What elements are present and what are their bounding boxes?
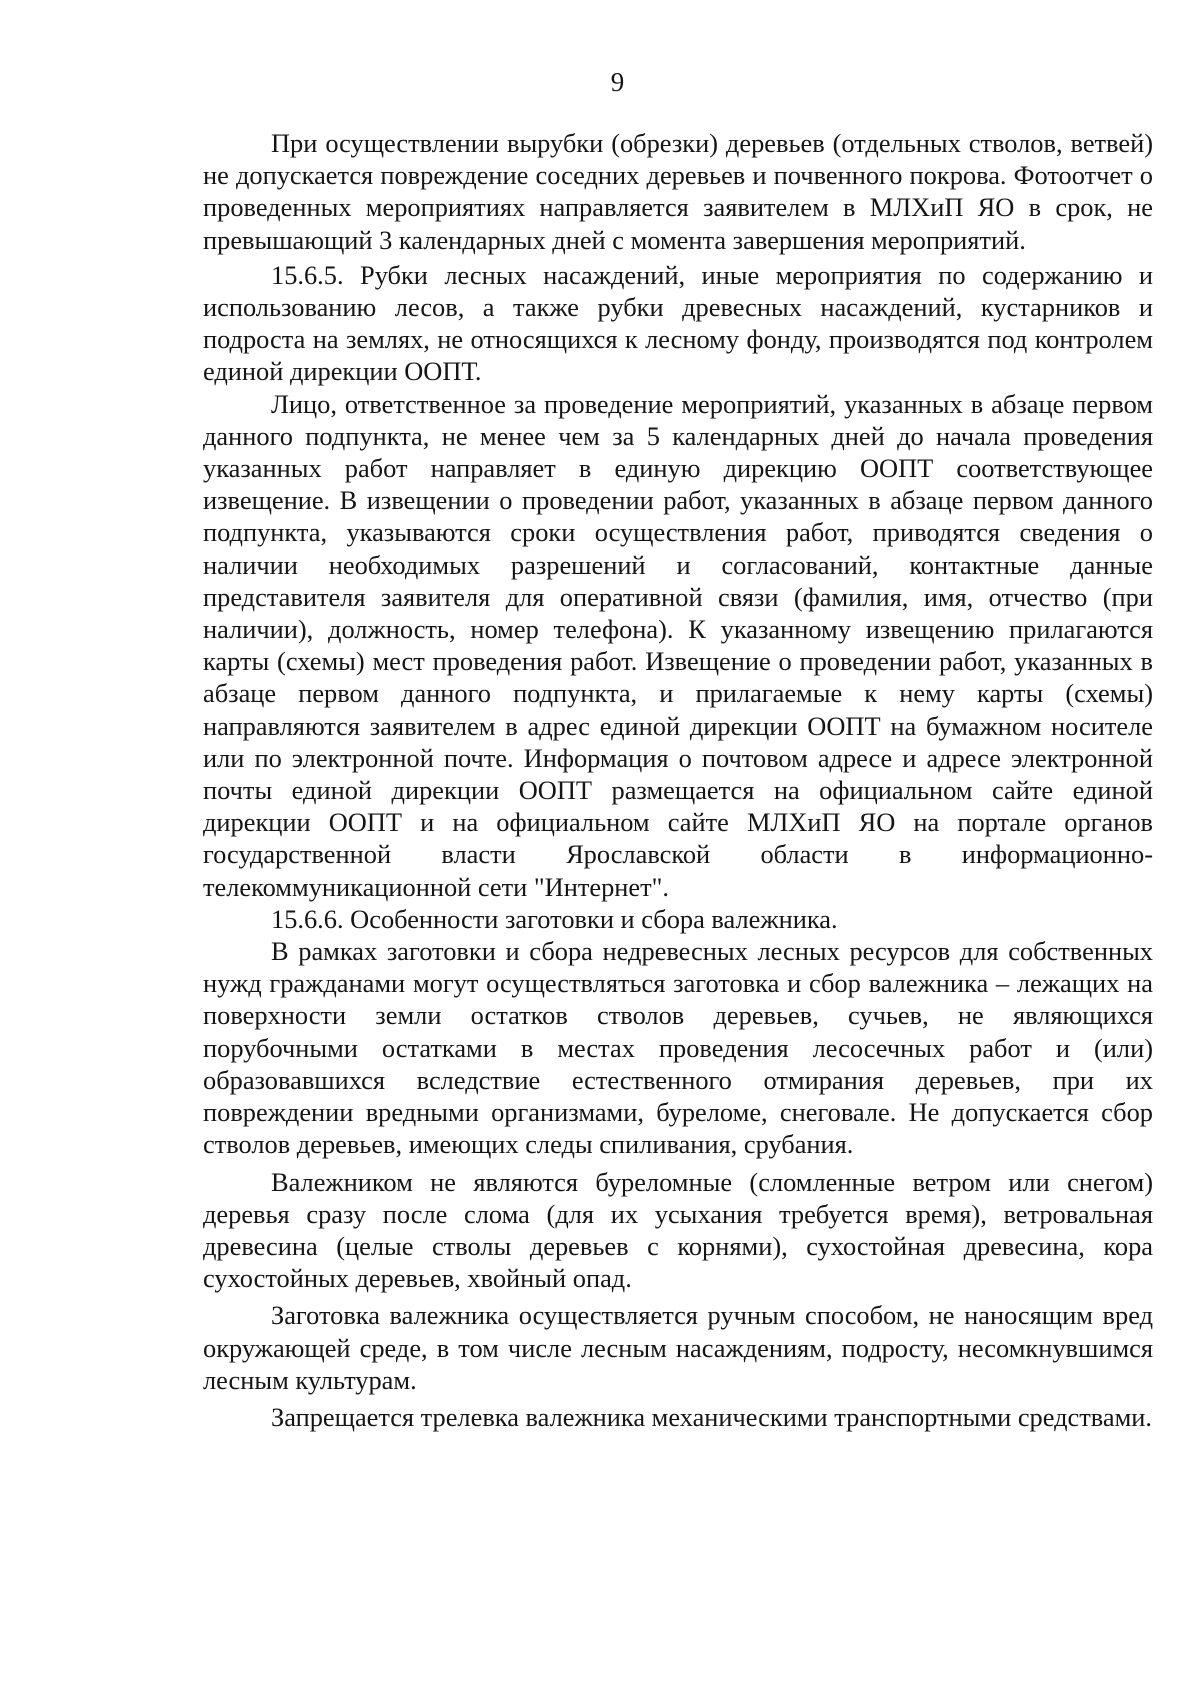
paragraph-skidding-prohibited: Запрещается трелевка валежника механическими транспортными средствами. [271,1401,1153,1432]
paragraph-tree-cutting-photo-report: При осуществлении вырубки (обрезки) деревьев (отдельных стволов, ветвей) не допускается повреждение соседних деревьев и почвенного покрова. Фотоотчет о проведенных мероприятиях направляется заявителем в МЛХиП ЯО в срок, не превышающий 3 календарных дней с момента завершения мероприятий. [203,128,1153,255]
paragraph-not-deadwood: Валежником не являются буреломные (сломленные ветром или снегом) деревья сразу после слома (для их усыхания требуется время), ветровальная древесина (целые стволы деревьев с корнями), сухостойная древесина, кора сухостойных деревьев, хвойный опад. [203,1166,1153,1294]
page-number: 9 [610,67,625,97]
document-body [203,127,1153,1433]
paragraph-manual-harvesting: Заготовка валежника осуществляется ручным способом, не наносящим вред окружающей среде, в том числе лесным насаждениям, подросту, несомкнувшимся лесным культурам. [203,1300,1153,1395]
paragraph-responsible-person-notice: Лицо, ответственное за проведение мероприятий, указанных в абзаце первом данного подпункта, не менее чем за 5 календарных дней до начала проведения указанных работ направляет в единую дирекцию ООПТ соответствующее извещение. В извещении о проведении работ, указанных в абзаце первом данного подпункта, указываются сроки осуществления работ, приводятся сведения о наличии необходимых разрешений и согласований, контактные данные представителя заявителя для оперативной связи (фамилия, имя, отчество (при наличии), должность, номер телефона). К указанному извещению прилагаются карты (схемы) мест проведения работ. Извещение о проведении работ, указанных в абзаце первом данного подпункта, и прилагаемые к нему карты (схемы) направляются заявителем в адрес единой дирекции ООПТ на бумажном носителе или по электронной почте. Информация о почтовом адресе и адресе электронной почты единой дирекции ООПТ размещается на официальном сайте единой дирекции ООПТ и на официальном сайте МЛХиП ЯО на портале органов государственной власти Ярославской области в информационно-телекоммуникационной сети "Интернет". [203,388,1153,902]
paragraph-15-6-5: 15.6.5. Рубки лесных насаждений, иные мероприятия по содержанию и использованию лесов, а также рубки древесных насаждений, кустарников и подроста на землях, не относящихся к лесному фонду, производятся под контролем единой дирекции ООПТ. [203,259,1153,387]
paragraph-deadwood-collection: В рамках заготовки и сбора недревесных лесных ресурсов для собственных нужд гражданами могут осуществляться заготовка и сбор валежника – лежащих на поверхности земли остатков стволов деревьев, сучьев, не являющихся порубочными остатками в местах проведения лесосечных работ и (или) образовавшихся вследствие естественного отмирания деревьев, при их повреждении вредными организмами, буреломе, снеговале. Не допускается сбор стволов деревьев, имеющих следы спиливания, срубания. [203,936,1153,1160]
paragraph-15-6-6-heading: 15.6.6. Особенности заготовки и сбора валежника. [271,903,838,934]
